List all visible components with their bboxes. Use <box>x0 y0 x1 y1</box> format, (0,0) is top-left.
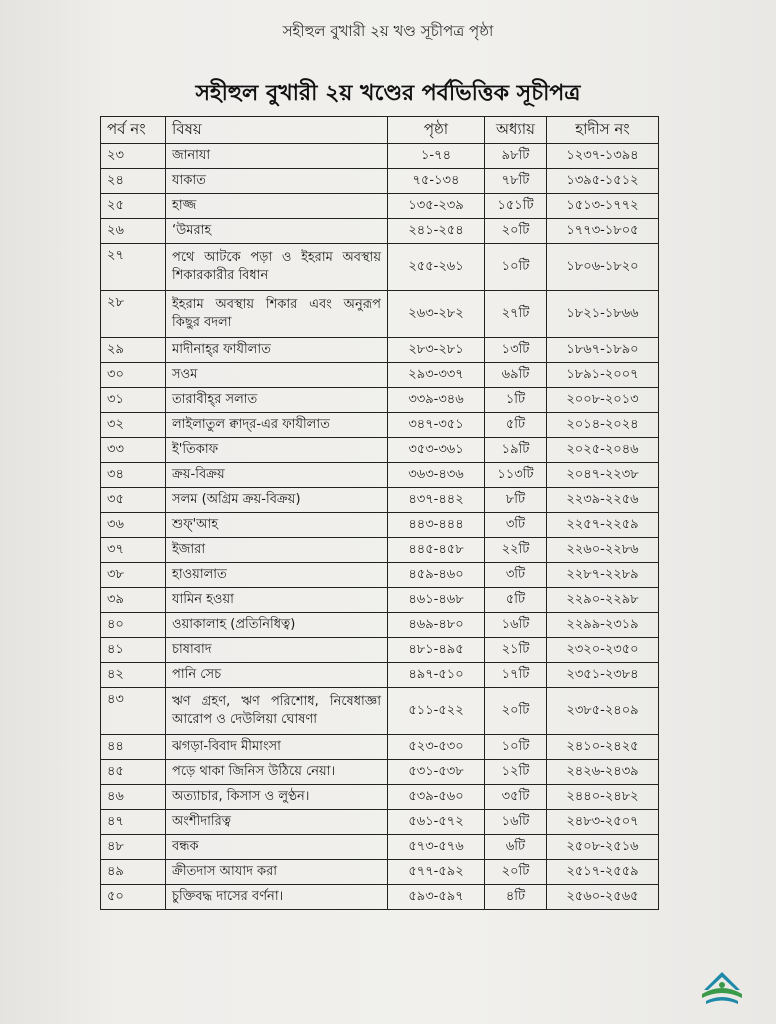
table-body <box>101 144 659 910</box>
page-range-cell: ৪৯৭-৫১০ <box>388 663 485 688</box>
chapter-count-cell: ২০টি <box>485 219 547 244</box>
hadith-range-cell: ২৩২০-২৩৫০ <box>547 638 659 663</box>
part-number-cell: ২৯ <box>101 338 166 363</box>
page-range-cell: ৪৫৯-৪৬০ <box>388 563 485 588</box>
subject-cell: হাওয়ালাত <box>166 563 388 588</box>
chapter-count-cell: ১০টি <box>485 244 547 291</box>
publisher-logo-icon <box>696 968 748 1008</box>
subject-cell: ইজারা <box>166 538 388 563</box>
subject-cell: তারাবীহ্‌র সলাত <box>166 388 388 413</box>
subject-cell: ঝগড়া-বিবাদ মীমাংসা <box>166 735 388 760</box>
page-range-cell: ৩৫৩-৩৬১ <box>388 438 485 463</box>
page-range-cell: ৭৫-১৩৪ <box>388 169 485 194</box>
part-number-cell: ৩১ <box>101 388 166 413</box>
subject-cell: অত্যাচার, কিসাস ও লুণ্ঠন। <box>166 785 388 810</box>
hadith-range-cell: ২০১৪-২০২৪ <box>547 413 659 438</box>
part-number-cell: ৪০ <box>101 613 166 638</box>
page-range-cell: ৪৪৩-৪৪৪ <box>388 513 485 538</box>
chapter-count-cell: ৭৮টি <box>485 169 547 194</box>
hadith-range-cell: ২২৯৯-২৩১৯ <box>547 613 659 638</box>
subject-cell: অংশীদারিত্ব <box>166 810 388 835</box>
hadith-range-cell: ২৪৪০-২৪৮২ <box>547 785 659 810</box>
table-row <box>101 885 659 910</box>
table-row <box>101 488 659 513</box>
table-row <box>101 663 659 688</box>
subject-cell: হাজ্জ <box>166 194 388 219</box>
page-range-cell: ১-৭৪ <box>388 144 485 169</box>
running-header: সহীহুল বুখারী ২য় খণ্ড সূচীপত্র পৃষ্ঠা <box>282 22 494 40</box>
hadith-range-cell: ২৪৮৩-২৫০৭ <box>547 810 659 835</box>
page-range-cell: ২৪১-২৫৪ <box>388 219 485 244</box>
hadith-range-cell: ২৩৮৫-২৪০৯ <box>547 688 659 735</box>
table-row <box>101 291 659 338</box>
hadith-range-cell: ১৮৬৭-১৮৯০ <box>547 338 659 363</box>
chapter-count-cell: ৮টি <box>485 488 547 513</box>
hadith-range-cell: ১৮২১-১৮৬৬ <box>547 291 659 338</box>
part-number-cell: ৪১ <box>101 638 166 663</box>
table-row <box>101 388 659 413</box>
table-row <box>101 588 659 613</box>
hadith-range-cell: ১৮৯১-২০০৭ <box>547 363 659 388</box>
hadith-range-cell: ২০৪৭-২২৩৮ <box>547 463 659 488</box>
part-number-cell: ৩৩ <box>101 438 166 463</box>
page-range-cell: ২৯৩-৩৩৭ <box>388 363 485 388</box>
part-number-cell: ৪৩ <box>101 688 166 735</box>
table-row <box>101 513 659 538</box>
chapter-count-cell: ২২টি <box>485 538 547 563</box>
chapter-count-cell: ১০টি <box>485 735 547 760</box>
hadith-range-cell: ২৪১০-২৪২৫ <box>547 735 659 760</box>
page-range-cell: ৩৪৭-৩৫১ <box>388 413 485 438</box>
chapter-count-cell: ১৫১টি <box>485 194 547 219</box>
hadith-range-cell: ২৫৬০-২৫৬৫ <box>547 885 659 910</box>
subject-cell: জানাযা <box>166 144 388 169</box>
table-row <box>101 438 659 463</box>
page-range-cell: ৪৬১-৪৬৮ <box>388 588 485 613</box>
part-number-cell: ৩২ <box>101 413 166 438</box>
table-row <box>101 463 659 488</box>
page-range-cell: ৫৩৯-৫৬০ <box>388 785 485 810</box>
hadith-range-cell: ২৫১৭-২৫৫৯ <box>547 860 659 885</box>
part-number-cell: ২৪ <box>101 169 166 194</box>
subject-cell: ই'তিকাফ <box>166 438 388 463</box>
chapter-count-cell: ৩টি <box>485 563 547 588</box>
part-number-cell: ৪৭ <box>101 810 166 835</box>
hadith-range-cell: ২২৫৭-২২৫৯ <box>547 513 659 538</box>
column-header-chapters: অধ্যায় <box>485 117 547 144</box>
table-row <box>101 735 659 760</box>
hadith-range-cell: ১৫১৩-১৭৭২ <box>547 194 659 219</box>
part-number-cell: ৪৪ <box>101 735 166 760</box>
subject-cell: বন্ধক <box>166 835 388 860</box>
chapter-count-cell: ৩৫টি <box>485 785 547 810</box>
hadith-range-cell: ১৮০৬-১৮২০ <box>547 244 659 291</box>
table-row <box>101 219 659 244</box>
part-number-cell: ৪৮ <box>101 835 166 860</box>
page-range-cell: ৪৪৫-৪৫৮ <box>388 538 485 563</box>
table-row <box>101 338 659 363</box>
table-row <box>101 860 659 885</box>
table-row <box>101 835 659 860</box>
subject-cell: পথে আটকে পড়া ও ইহরাম অবস্থায় শিকারকারীর বিধান <box>166 244 388 291</box>
chapter-count-cell: ১টি <box>485 388 547 413</box>
chapter-count-cell: ১৯টি <box>485 438 547 463</box>
page-range-cell: ৪৩৭-৪৪২ <box>388 488 485 513</box>
subject-cell: ঋণ গ্রহণ, ঋণ পরিশোধ, নিষেধাজ্ঞা আরোপ ও দেউলিয়া ঘোষণা <box>166 688 388 735</box>
subject-cell: চাষাবাদ <box>166 638 388 663</box>
chapter-count-cell: ৩টি <box>485 513 547 538</box>
chapter-count-cell: ২০টি <box>485 860 547 885</box>
subject-cell: যামিন হওয়া <box>166 588 388 613</box>
subject-cell: পানি সেচ <box>166 663 388 688</box>
part-number-cell: ৩৯ <box>101 588 166 613</box>
page-range-cell: ৫৯৩-৫৯৭ <box>388 885 485 910</box>
page-title: সহীহুল বুখারী ২য় খণ্ডের পর্বভিত্তিক সূচীপত্র <box>195 81 581 106</box>
part-number-cell: ৪৫ <box>101 760 166 785</box>
table-row <box>101 613 659 638</box>
page-range-cell: ৫১১-৫২২ <box>388 688 485 735</box>
chapter-count-cell: ২৭টি <box>485 291 547 338</box>
hadith-range-cell: ২২৮৭-২২৮৯ <box>547 563 659 588</box>
subject-cell: ক্রীতদাস আযাদ করা <box>166 860 388 885</box>
subject-cell: পড়ে থাকা জিনিস উঠিয়ে নেয়া। <box>166 760 388 785</box>
page-range-cell: ৫৭৭-৫৯২ <box>388 860 485 885</box>
page-range-cell: ১৩৫-২৩৯ <box>388 194 485 219</box>
table-row <box>101 144 659 169</box>
column-header-number: পর্ব নং <box>101 117 166 144</box>
part-number-cell: ৫০ <box>101 885 166 910</box>
chapter-count-cell: ১১৩টি <box>485 463 547 488</box>
subject-cell: সওম <box>166 363 388 388</box>
part-number-cell: ২৩ <box>101 144 166 169</box>
part-number-cell: ৩৪ <box>101 463 166 488</box>
table-row <box>101 638 659 663</box>
table-row <box>101 194 659 219</box>
chapter-count-cell: ২১টি <box>485 638 547 663</box>
chapter-count-cell: ১৭টি <box>485 663 547 688</box>
part-number-cell: ৪৯ <box>101 860 166 885</box>
page-range-cell: ২৮৩-২৮১ <box>388 338 485 363</box>
page-range-cell: ৫৭৩-৫৭৬ <box>388 835 485 860</box>
hadith-range-cell: ২৩৫১-২৩৮৪ <box>547 663 659 688</box>
hadith-range-cell: ২৫০৮-২৫১৬ <box>547 835 659 860</box>
subject-cell: লাইলাতুল ক্বাদ্‌র-এর ফাযীলাত <box>166 413 388 438</box>
hadith-range-cell: ২২৯০-২২৯৮ <box>547 588 659 613</box>
table-row <box>101 363 659 388</box>
chapter-count-cell: ৬৯টি <box>485 363 547 388</box>
part-number-cell: ৪২ <box>101 663 166 688</box>
chapter-count-cell: ১৬টি <box>485 613 547 638</box>
part-number-cell: ৩৭ <box>101 538 166 563</box>
hadith-range-cell: ১৭৭৩-১৮০৫ <box>547 219 659 244</box>
chapter-count-cell: ১৩টি <box>485 338 547 363</box>
chapter-count-cell: ৫টি <box>485 588 547 613</box>
page-range-cell: ৫২৩-৫৩০ <box>388 735 485 760</box>
hadith-range-cell: ২২৩৯-২২৫৬ <box>547 488 659 513</box>
table-row <box>101 760 659 785</box>
subject-cell: মাদীনাহ্‌র ফাযীলাত <box>166 338 388 363</box>
column-header-pages: পৃষ্ঠা <box>388 117 485 144</box>
part-number-cell: ২৮ <box>101 291 166 338</box>
chapter-count-cell: ১২টি <box>485 760 547 785</box>
part-number-cell: ২৫ <box>101 194 166 219</box>
subject-cell: ওয়াকালাহ (প্রতিনিধিত্ব) <box>166 613 388 638</box>
subject-cell: ‘উমরাহ <box>166 219 388 244</box>
table-row <box>101 810 659 835</box>
page-range-cell: ৪৮১-৪৯৫ <box>388 638 485 663</box>
subject-cell: চুক্তিবদ্ধ দাসের বর্ণনা। <box>166 885 388 910</box>
page-range-cell: ২৫৫-২৬১ <box>388 244 485 291</box>
table-row <box>101 538 659 563</box>
part-number-cell: ২৬ <box>101 219 166 244</box>
page-range-cell: ২৬৩-২৮২ <box>388 291 485 338</box>
page-range-cell: ৩৬৩-৪৩৬ <box>388 463 485 488</box>
chapter-count-cell: ১৬টি <box>485 810 547 835</box>
hadith-range-cell: ২০২৫-২০৪৬ <box>547 438 659 463</box>
table-row <box>101 785 659 810</box>
page-range-cell: ৪৬৯-৪৮০ <box>388 613 485 638</box>
chapter-count-cell: ৪টি <box>485 885 547 910</box>
index-table <box>100 116 659 910</box>
column-header-hadith: হাদীস নং <box>547 117 659 144</box>
column-header-subject: বিষয় <box>166 117 388 144</box>
table-row <box>101 563 659 588</box>
part-number-cell: ৪৬ <box>101 785 166 810</box>
page-range-cell: ৩৩৯-৩৪৬ <box>388 388 485 413</box>
page-range-cell: ৫৩১-৫৩৮ <box>388 760 485 785</box>
part-number-cell: ৩৮ <box>101 563 166 588</box>
subject-cell: যাকাত <box>166 169 388 194</box>
chapter-count-cell: ৬টি <box>485 835 547 860</box>
part-number-cell: ৩৫ <box>101 488 166 513</box>
hadith-range-cell: ২০০৮-২০১৩ <box>547 388 659 413</box>
table-row <box>101 688 659 735</box>
table-row <box>101 413 659 438</box>
hadith-range-cell: ১২৩৭-১৩৯৪ <box>547 144 659 169</box>
page-range-cell: ৫৬১-৫৭২ <box>388 810 485 835</box>
table-row <box>101 244 659 291</box>
hadith-range-cell: ২৪২৬-২৪৩৯ <box>547 760 659 785</box>
subject-cell: শুফ্'আহ <box>166 513 388 538</box>
chapter-count-cell: ৯৮টি <box>485 144 547 169</box>
table-header-row <box>101 117 659 144</box>
part-number-cell: ৩০ <box>101 363 166 388</box>
chapter-count-cell: ২০টি <box>485 688 547 735</box>
part-number-cell: ২৭ <box>101 244 166 291</box>
chapter-count-cell: ৫টি <box>485 413 547 438</box>
subject-cell: সলম (অগ্রিম ক্রয়-বিক্রয়) <box>166 488 388 513</box>
subject-cell: ইহরাম অবস্থায় শিকার এবং অনুরূপ কিছুর বদলা <box>166 291 388 338</box>
hadith-range-cell: ২২৬০-২২৮৬ <box>547 538 659 563</box>
part-number-cell: ৩৬ <box>101 513 166 538</box>
table-row <box>101 169 659 194</box>
hadith-range-cell: ১৩৯৫-১৫১২ <box>547 169 659 194</box>
subject-cell: ক্রয়-বিক্রয় <box>166 463 388 488</box>
